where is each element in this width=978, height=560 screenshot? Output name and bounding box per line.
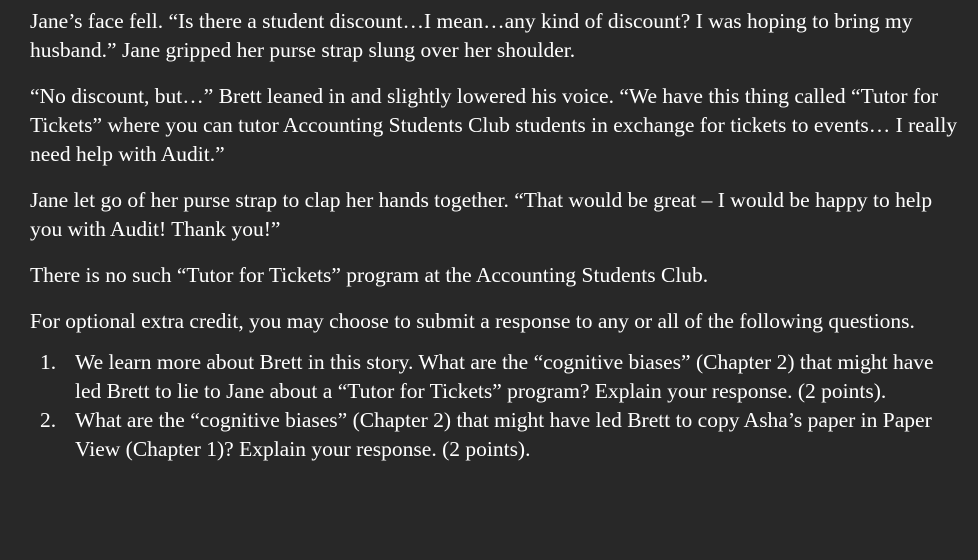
question-list: [30, 348, 960, 464]
question-text: We learn more about Brett in this story. What are the “cognitive biases” (Chapter 2) that might have led Brett to lie to Jane about a “Tutor for Tickets” program? Explain your response. (2 points).: [75, 350, 934, 403]
question-text: What are the “cognitive biases” (Chapter 2) that might have led Brett to copy Asha’s paper in Paper View (Chapter 1)? Explain your response. (2 points).: [75, 408, 932, 461]
story-paragraph-1: Jane’s face fell. “Is there a student discount…I mean…any kind of discount? I was hoping to bring my husband.” Jane gripped her purse strap slung over her shoulder.: [30, 9, 913, 62]
extra-credit-instructions: For optional extra credit, you may choose to submit a response to any or all of the following questions.: [30, 309, 915, 333]
question-number: 2.: [40, 408, 57, 432]
question-item-2: [30, 406, 960, 464]
document-body: [30, 7, 960, 464]
story-paragraph-2: “No discount, but…” Brett leaned in and slightly lowered his voice. “We have this thing called “Tutor for Tickets” where you can tutor Accounting Students Club students in exchange for tickets to events… I really need help with Audit.”: [30, 84, 958, 166]
question-item-1: [30, 348, 960, 406]
story-paragraph-4: There is no such “Tutor for Tickets” program at the Accounting Students Club.: [30, 263, 709, 287]
story-paragraph-3: Jane let go of her purse strap to clap her hands together. “That would be great – I would be happy to help you with Audit! Thank you!”: [30, 188, 933, 241]
question-number: 1.: [40, 350, 57, 374]
